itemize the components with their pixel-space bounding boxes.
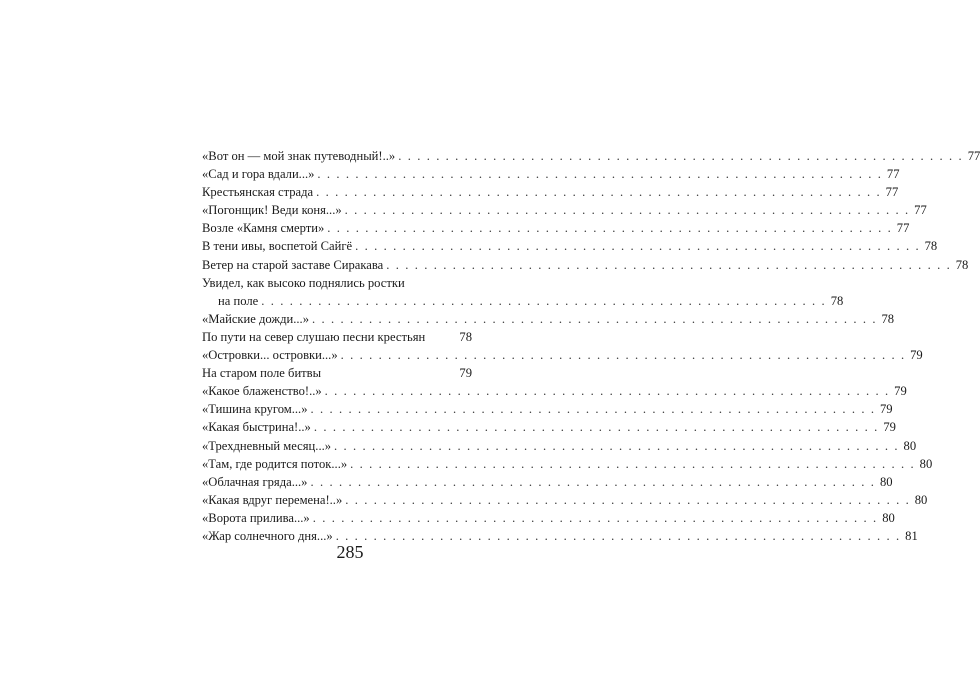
toc-entry bbox=[202, 274, 844, 310]
dot-leader: . . . . . . . . . . . . . . . . . . . . . . . . . . . . . . . . . . . . . . . . . . . . . . . . . . . . . . . . . . . . bbox=[350, 456, 916, 471]
toc-entry-page: 77 bbox=[967, 149, 980, 163]
toc-entry-page: 78 bbox=[830, 293, 844, 308]
toc-entry-title: «Сад и гора вдали...» bbox=[202, 167, 315, 182]
dot-leader: . . . . . . . . . . . . . . . . . . . . . . . . . . . . . . . . . . . . . . . . . . . . . . . . . . . . . . . . . . . . bbox=[355, 239, 921, 254]
page-number: 285 bbox=[336, 542, 364, 562]
toc-entry bbox=[202, 237, 938, 255]
toc-entry-title: «Тишина кругом...» bbox=[202, 402, 308, 417]
dot-leader: . . . . . . . . . . . . . . . . . . . . . . . . . . . . . . . . . . . . . . . . . . . . . . . . . . . . . . . . . . . . bbox=[324, 384, 890, 399]
toc-entry-title: Крестьянская страда bbox=[202, 185, 314, 200]
toc-entry-page: 81 bbox=[905, 528, 918, 543]
dot-leader: . . . . . . . . . . . . . . . . . . . . . . . . . . . . . . . . . . . . . . . . . . . . . . . . . . . . . . . . . . . . bbox=[334, 438, 900, 453]
dot-leader: . . . . . . . . . . . . . . . . . . . . . . . . . . . . . . . . . . . . . . . . . . . . . . . . . . . . . . . . . . . . bbox=[340, 348, 906, 363]
toc-entry-title: «Ворота прилива...» bbox=[202, 510, 310, 525]
toc-entry bbox=[202, 400, 893, 418]
toc-entry-page: 78 bbox=[955, 257, 969, 272]
dot-leader: . . . . . . . . . . . . . . . . . . . . . . . . . . . . . . . . . . . . . . . . . . . . . . . . . . . . . . . . . . . . bbox=[261, 293, 827, 308]
dot-leader: . . . . . . . . . . . . . . . . . . . . . . . . . . . . . . . . . . . . . . . . . . . . . . . . . . . . . . . . . . . . bbox=[344, 203, 910, 218]
dot-leader: . . . . . . . . . . . . . . . . . . . . . . . . . . . . . . . . . . . . . . . . . . . . . . . . . . . . . . . . . . . . bbox=[313, 420, 879, 435]
toc-entry-title: Увидел, как высоко поднялись ростки bbox=[202, 275, 405, 290]
toc-entry-title: «Какое блаженство!..» bbox=[202, 384, 322, 399]
toc-entry-page: 79 bbox=[883, 420, 896, 435]
toc-entry bbox=[202, 183, 899, 201]
toc-entry bbox=[202, 346, 923, 364]
toc-entry-page: 77 bbox=[885, 185, 899, 200]
toc-entry bbox=[202, 382, 907, 400]
toc-entry bbox=[202, 201, 927, 219]
toc-entry-title: «Жар солнечного дня...» bbox=[202, 528, 333, 543]
toc-entry-page: 80 bbox=[919, 456, 933, 471]
toc-entry bbox=[202, 455, 933, 473]
toc-entry-page: 79 bbox=[459, 366, 472, 381]
toc-entry-page: 78 bbox=[881, 311, 895, 326]
toc-entry-title: «Островки... островки...» bbox=[202, 348, 338, 363]
toc-entry-page: 79 bbox=[894, 384, 907, 399]
dot-leader: . . . . . . . . . . . . . . . . . . . . . . . . . . . . . . . . . . . . . . . . . . . . . . . . . . . . . . . . . . . . bbox=[310, 474, 876, 489]
toc-entry bbox=[202, 310, 895, 328]
toc-entry-page: 80 bbox=[882, 510, 895, 525]
dot-leader: . . . . . . . . . . . . . . . . . . . . . . . . . . . . . . . . . . . . . . . . . . . . . . . . . . . . . . . . . . . . bbox=[317, 167, 883, 182]
toc-entry-title: «Какая быстрина!..» bbox=[202, 420, 311, 435]
dot-leader: . . . . . . . . . . . . . . . . . . . . . . . . . . . . . . . . . . . . . . . . . . . . . . . . . . . . . . . . . . . . bbox=[327, 221, 893, 236]
toc-entry-title: «Погонщик! Веди коня...» bbox=[202, 203, 342, 218]
dot-leader: . . . . . . . . . . . . . . . . . . . . . . . . . . . . . . . . . . . . . . . . . . . . . . . . . . . . . . . . . . . . bbox=[316, 185, 882, 200]
toc-entry bbox=[202, 328, 472, 346]
toc-entry-page: 80 bbox=[914, 492, 928, 507]
toc-entry-continuation: на поле bbox=[218, 293, 259, 308]
toc-entry bbox=[202, 147, 980, 165]
toc-entry bbox=[202, 509, 895, 527]
dot-leader: . . . . . . . . . . . . . . . . . . . . . . . . . . . . . . . . . . . . . . . . . . . . . . . . . . . . . . . . . . . . bbox=[386, 257, 952, 272]
toc-entry-title: «Там, где родится поток...» bbox=[202, 456, 348, 471]
toc-entry bbox=[202, 256, 969, 274]
toc-entry-title: «Какая вдруг перемена!..» bbox=[202, 492, 343, 507]
toc-entry bbox=[202, 473, 893, 491]
toc-entry-title: Ветер на старой заставе Сиракава bbox=[202, 257, 384, 272]
dot-leader: . . . . . . . . . . . . . . . . . . . . . . . . . . . . . . . . . . . . . . . . . . . . . . . . . . . . . . . . . . . . bbox=[312, 311, 878, 326]
toc-entry bbox=[202, 364, 472, 382]
toc-entry bbox=[202, 491, 928, 509]
toc-entry-page: 78 bbox=[924, 239, 938, 254]
toc-entry-page: 80 bbox=[903, 438, 917, 453]
dot-leader: . . . . . . . . . . . . . . . . . . . . . . . . . . . . . . . . . . . . . . . . . . . . . . . . . . . . . . . . . . . . bbox=[335, 528, 901, 543]
toc-entry-page: 79 bbox=[910, 348, 923, 363]
toc-entry bbox=[202, 219, 910, 237]
toc-entry bbox=[202, 165, 900, 183]
toc-entry-title: Возле «Камня смерти» bbox=[202, 221, 325, 236]
toc-entry-page: 77 bbox=[896, 221, 910, 236]
dot-leader: . . . . . . . . . . . . . . . . . . . . . . . . . . . . . . . . . . . . . . . . . . . . . . . . . . . . . . . . . . . . bbox=[345, 492, 911, 507]
toc-entry-title: По пути на север слушаю песни крестьян bbox=[202, 329, 426, 344]
toc-entry-title: «Трехдневный месяц...» bbox=[202, 438, 332, 453]
dot-leader: . . . . . . . . . . . . . . . . . . . . . . . . . . . . . . . . . . . . . . . . . . . . . . . . . . . . . . . . . . . . bbox=[398, 149, 964, 163]
toc-entry-page: 80 bbox=[879, 474, 893, 489]
toc-entry-page: 79 bbox=[879, 402, 893, 417]
toc-entry-page: 78 bbox=[459, 329, 472, 344]
toc-entry-title: «Майские дожди...» bbox=[202, 311, 309, 326]
toc-entry-title: «Вот он — мой знак путеводный!..» bbox=[202, 149, 396, 163]
toc-entry-page: 77 bbox=[914, 203, 927, 218]
toc-entry bbox=[202, 418, 896, 436]
toc-entry-title: В тени ивы, воспетой Сайгё bbox=[202, 239, 353, 254]
table-of-contents bbox=[202, 147, 980, 545]
toc-entry-title: На старом поле битвы bbox=[202, 366, 322, 381]
toc-entry-page: 77 bbox=[886, 167, 900, 182]
dot-leader: . . . . . . . . . . . . . . . . . . . . . . . . . . . . . . . . . . . . . . . . . . . . . . . . . . . . . . . . . . . . bbox=[312, 510, 878, 525]
toc-entry bbox=[202, 437, 917, 455]
dot-leader: . . . . . . . . . . . . . . . . . . . . . . . . . . . . . . . . . . . . . . . . . . . . . . . . . . . . . . . . . . . . bbox=[310, 402, 876, 417]
toc-entry-title: «Облачная гряда...» bbox=[202, 474, 308, 489]
